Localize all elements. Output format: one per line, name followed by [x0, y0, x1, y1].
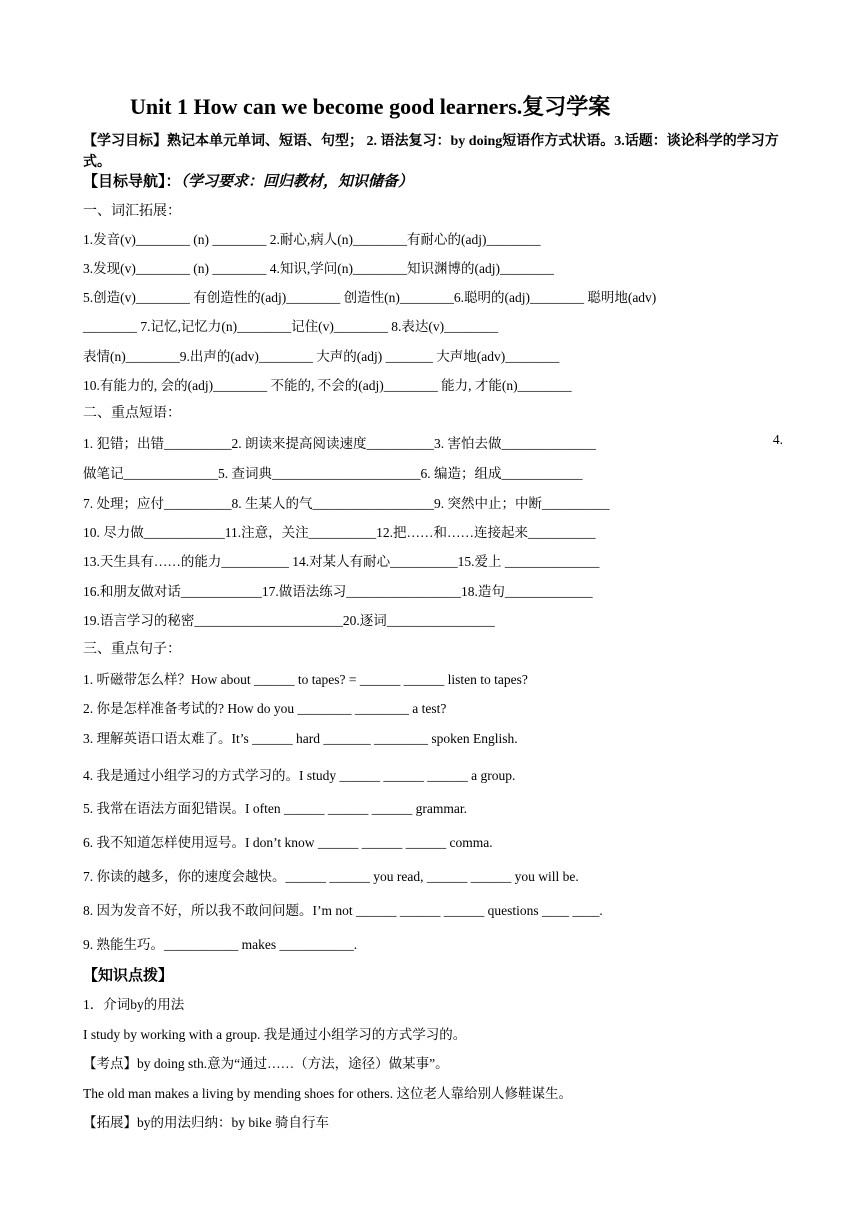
vocab-heading: 一、词汇拓展：	[83, 204, 181, 219]
sentence-line: 2. 你是怎样准备考试的? How do you ________ ________ a test?	[83, 701, 447, 716]
vocab-line: 10.有能力的, 会的(adj)________ 不能的, 不会的(adj)________ 能力, 才能(n)________	[83, 378, 572, 393]
study-requirement: （学习要求：回归教材，知识储备）	[180, 174, 414, 190]
phrase-line-right: 4.	[772, 432, 783, 447]
sentence-line: 3. 理解英语口语太难了。It’s ______ hard _______ ________ spoken English.	[83, 731, 518, 746]
knowledge-line: The old man makes a living by mending shoes for others. 这位老人靠给别人修鞋谋生。	[83, 1086, 572, 1101]
knowledge-line: 1．介词by的用法	[83, 997, 185, 1012]
phrase-line: 10. 尽力做____________11.注意，关注__________12.把……和……连接起来__________	[83, 525, 596, 540]
knowledge-line: 【拓展】by的用法归纳：by bike 骑自行车	[83, 1115, 329, 1130]
knowledge-line: I study by working with a group. 我是通过小组学习的方式学习的。	[83, 1027, 467, 1042]
vocab-line: 5.创造(v)________ 有创造性的(adj)________ 创造性(n)________6.聪明的(adj)________ 聪明地(adv)	[83, 290, 657, 305]
vocab-line: ________ 7.记忆,记忆力(n)________记住(v)________ 8.表达(v)________	[83, 319, 499, 334]
sentence-line: 9. 熟能生巧。___________ makes ___________.	[83, 937, 358, 952]
phrase-line-left: 1. 犯错；出错__________2. 朗读来提高阅读速度__________3. 害怕去做______________	[83, 436, 596, 451]
phrase-line	[83, 432, 783, 452]
sentence-line: 1. 听磁带怎么样？How about ______ to tapes? = ______ ______ listen to tapes?	[83, 672, 528, 687]
phrase-line: 做笔记______________5. 查词典______________________6. 编造；组成____________	[83, 466, 583, 481]
goal-navigation-label: 【目标导航】：	[83, 174, 181, 190]
page-title: Unit 1 How can we become good learners.复习学案	[130, 94, 611, 119]
sentence-line: 7. 你读的越多，你的速度会越快。______ ______ you read, ______ ______ you will be.	[83, 869, 579, 884]
sentence-line: 6. 我不知道怎样使用逗号。I don’t know ______ ______ ______ comma.	[83, 835, 493, 850]
goal-navigation	[83, 170, 413, 191]
knowledge-heading: 【知识点拨】	[83, 968, 174, 984]
phrase-line: 16.和朋友做对话____________17.做语法练习_________________18.造句_____________	[83, 584, 593, 599]
vocab-line: 3.发现(v)________ (n) ________ 4.知识,学问(n)________知识渊博的(adj)________	[83, 261, 554, 276]
phrase-line: 13.天生具有……的能力__________ 14.对某人有耐心__________15.爱上 ______________	[83, 554, 600, 569]
sentences-heading: 三、重点句子：	[83, 642, 181, 657]
phrase-line: 19.语言学习的秘密______________________20.逐词________________	[83, 613, 495, 628]
phrase-line: 7. 处理；应付__________8. 生某人的气__________________9. 突然中止；中断__________	[83, 496, 610, 511]
sentence-line: 4. 我是通过小组学习的方式学习的。I study ______ ______ ______ a group.	[83, 768, 516, 783]
sentence-line: 5. 我常在语法方面犯错误。I often ______ ______ ______ grammar.	[83, 801, 467, 816]
knowledge-line: 【考点】by doing sth.意为“通过……（方法，途径）做某事”。	[83, 1056, 449, 1071]
phrases-heading: 二、重点短语：	[83, 406, 181, 421]
sentence-line: 8. 因为发音不好，所以我不敢问问题。I’m not ______ ______ ______ questions ____ ____.	[83, 903, 603, 918]
vocab-line: 表情(n)________9.出声的(adv)________ 大声的(adj) _______ 大声地(adv)________	[83, 349, 560, 364]
vocab-line: 1.发音(v)________ (n) ________ 2.耐心,病人(n)________有耐心的(adj)________	[83, 232, 541, 247]
learning-objectives: 【学习目标】熟记本单元单词、短语、句型； 2. 语法复习：by doing短语作方式状语。3.话题：谈论科学的学习方式。	[83, 134, 779, 170]
